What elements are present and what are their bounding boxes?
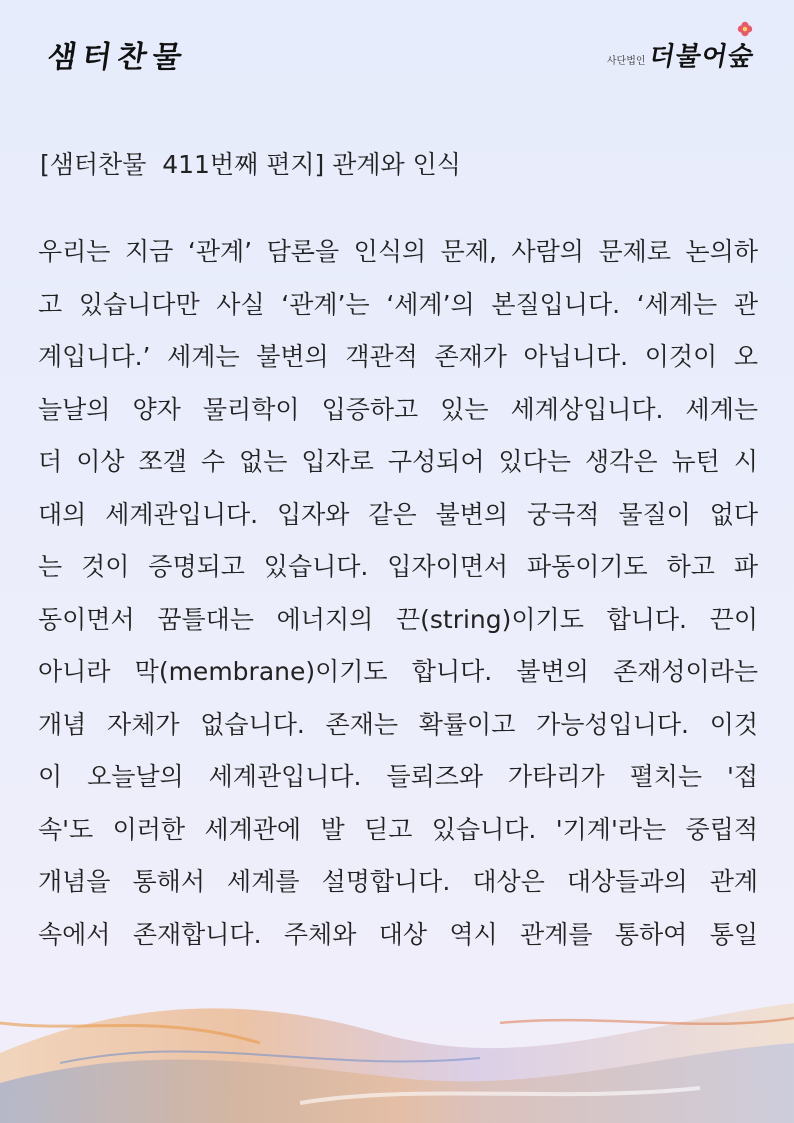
letter-title: [샘터찬물 411번째 편지] 관계와 인식 (40, 150, 461, 179)
letter-line: 속에서 존재합니다. 주체와 대상 역시 관계를 통하여 통일 (38, 919, 758, 949)
letter-line: 늘날의 양자 물리학이 입증하고 있는 세계상입니다. 세계는 (38, 394, 758, 424)
letter-line: 는 것이 증명되고 있습니다. 입자이면서 파동이기도 하고 파 (38, 552, 758, 581)
letter-body (38, 226, 758, 961)
letter-line: 더 이상 쪼갤 수 없는 입자로 구성되어 있다는 생각은 뉴턴 시 (38, 447, 758, 476)
decorative-brushstrokes (0, 963, 794, 1123)
letter-line: 동이면서 꿈틀대는 에너지의 끈(string)이기도 합니다. 끈이 (38, 604, 758, 634)
letter-line: 개념을 통해서 세계를 설명합니다. 대상은 대상들과의 관계 (38, 867, 758, 896)
letter-line: 계입니다.’ 세계는 불변의 객관적 존재가 아닙니다. 이것이 오 (38, 342, 758, 371)
letter-line: 이 오늘날의 세계관입니다. 들뢰즈와 가타리가 펼치는 '접 (38, 762, 758, 791)
brand-subtitle: 사단법인 (606, 56, 646, 67)
brand-logo-left: 샘터찬물 (45, 40, 190, 75)
letter-line: 속'도 이러한 세계관에 발 딛고 있습니다. '기계'라는 중립적 (38, 814, 758, 844)
letter-line: 고 있습니다만 사실 ‘관계’는 ‘세계’의 본질입니다. ‘세계는 관 (38, 289, 758, 319)
brand-name: 더불어숲 (646, 42, 757, 72)
letter-line: 아니라 막(membrane)이기도 합니다. 불변의 존재성이라는 (38, 657, 758, 686)
letter-line: 대의 세계관입니다. 입자와 같은 불변의 궁극적 물질이 없다 (38, 499, 758, 529)
letter-line: 우리는 지금 ‘관계’ 담론을 인식의 문제, 사람의 문제로 논의하 (38, 237, 758, 266)
letter-line: 개념 자체가 없습니다. 존재는 확률이고 가능성입니다. 이것 (38, 709, 758, 739)
brand-logo-right (606, 36, 757, 73)
